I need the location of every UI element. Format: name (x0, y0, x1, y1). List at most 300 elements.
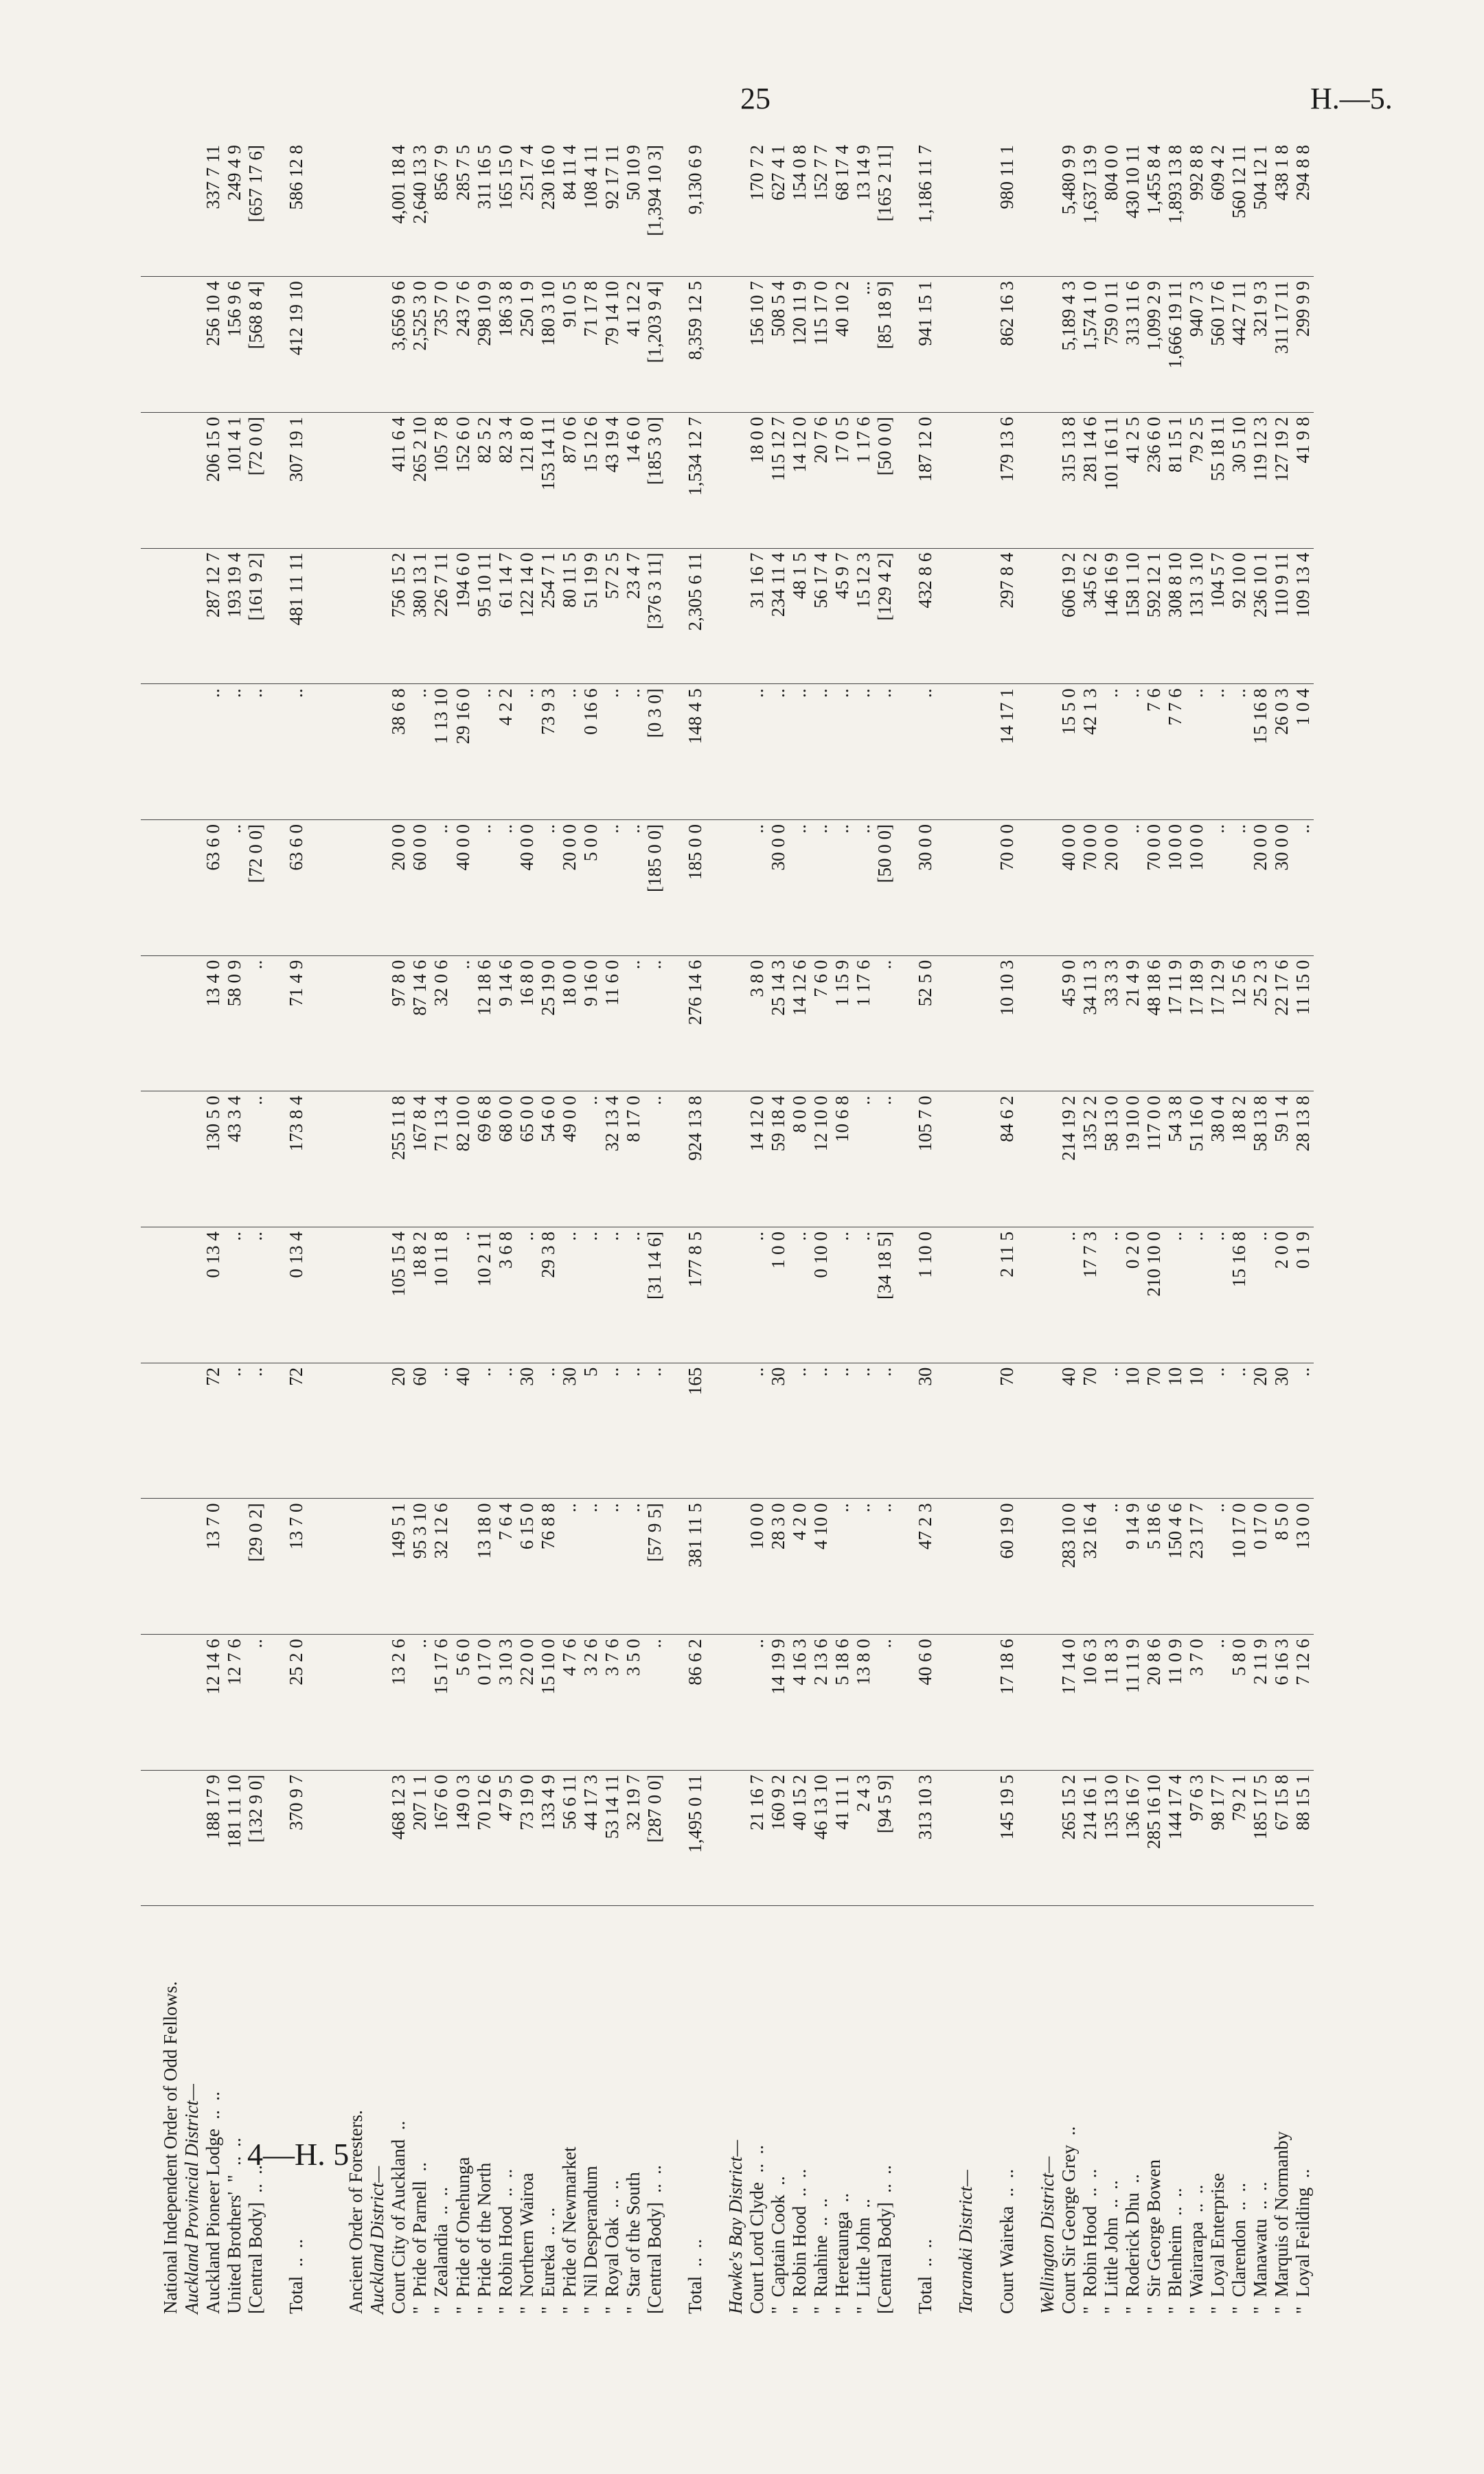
table-cell: 65 0 0 (516, 1091, 538, 1227)
table-cell: 179 13 6 (977, 412, 1037, 548)
table-cell: 13 7 0 (203, 1499, 224, 1635)
table-cell (181, 412, 203, 548)
table-cell: 1 13 10 (431, 684, 452, 820)
table-cell: 10 0 0 (1186, 820, 1207, 956)
table-cell (367, 684, 388, 820)
table-cell: .. (644, 1635, 665, 1771)
table-cell: 180 3 10 (538, 277, 559, 413)
table-cell: 40 10 2 (832, 277, 853, 413)
table-cell: 287 12 7 (203, 548, 224, 684)
table-cell: 71 17 8 (580, 277, 602, 413)
table-row (644, 141, 665, 2318)
table-cell: 294 8 8 (1292, 141, 1314, 277)
table-cell: 97 8 0 (388, 955, 409, 1091)
table-cell: 135 2 2 (1080, 1091, 1101, 1227)
row-label: [Central Body] .. .. (643, 2165, 665, 2314)
table-cell: 5 18 6 (1143, 1499, 1165, 1635)
table-cell: 15 16 8 (1250, 684, 1271, 820)
table-cell (955, 141, 977, 277)
table-cell: 381 11 5 (665, 1499, 725, 1635)
table-cell: 980 11 1 (977, 141, 1037, 277)
row-label: Hawke's Bay District— (725, 2140, 746, 2314)
table-cell: 146 16 9 (1101, 548, 1122, 684)
row-label: " Pride of the North (473, 2162, 494, 2314)
table-row (1037, 141, 1058, 2318)
table-cell: 5 8 0 (1229, 1635, 1250, 1771)
table-cell: 43 3 4 (224, 1091, 245, 1227)
table-cell (1037, 548, 1058, 684)
table-cell: 10 11 8 (431, 1227, 452, 1363)
table-row (810, 141, 832, 2318)
table-cell: 6 15 0 (516, 1499, 538, 1635)
table-cell (453, 1499, 474, 1635)
table-cell: 10 2 11 (474, 1227, 495, 1363)
row-label: " Zealandia .. .. (431, 2187, 452, 2314)
table-cell: 73 9 3 (538, 684, 559, 820)
table-cell: .. (602, 1363, 623, 1499)
table-cell: 17 11 9 (1165, 955, 1186, 1091)
table-cell: 40 (1058, 1363, 1080, 1499)
table-cell: 45 9 7 (832, 548, 853, 684)
table-cell: 60 19 0 (977, 1499, 1037, 1635)
table-row (746, 141, 768, 2318)
table-cell: 2,305 6 11 (665, 548, 725, 684)
table-cell: 70 0 0 (977, 820, 1037, 956)
table-cell: .. (623, 1499, 644, 1635)
table-cell: 72 (266, 1363, 326, 1499)
table-cell (1037, 1499, 1058, 1635)
table-cell: 54 6 0 (538, 1091, 559, 1227)
table-row (955, 141, 977, 2318)
table-cell: 299 9 9 (1292, 277, 1314, 413)
table-cell: 145 19 5 (977, 1770, 1037, 1906)
table-cell: 226 7 11 (431, 548, 452, 684)
table-cell (326, 1227, 367, 1363)
row-label: " Royal Oak .. .. (601, 2180, 622, 2314)
table-cell: .. (1101, 1363, 1122, 1499)
table-cell: 0 10 0 (810, 1227, 832, 1363)
table-cell: 804 0 0 (1101, 141, 1122, 277)
table-cell: 285 7 5 (453, 141, 474, 277)
table-cell: .. (623, 1363, 644, 1499)
table-cell (725, 820, 746, 956)
table-cell (181, 277, 203, 413)
table-cell: 313 11 6 (1122, 277, 1143, 413)
table-cell: [185 0 0] (644, 820, 665, 956)
table-cell: 76 8 8 (538, 1499, 559, 1635)
table-cell (367, 277, 388, 413)
table-cell: .. (409, 684, 431, 820)
table-cell: .. (746, 1363, 768, 1499)
table-row (1080, 141, 1101, 2318)
table-cell: 23 4 7 (623, 548, 644, 684)
table-cell: .. (1101, 1499, 1122, 1635)
table-cell: .. (516, 1227, 538, 1363)
table-cell: 194 6 0 (453, 548, 474, 684)
table-cell (1037, 820, 1058, 956)
table-row (203, 141, 224, 2318)
table-cell: 586 12 8 (266, 141, 326, 277)
table-cell (141, 141, 181, 277)
table-cell: 10 (1122, 1363, 1143, 1499)
table-cell: 4 16 3 (789, 1635, 810, 1771)
table-cell: 5,480 9 9 (1058, 141, 1080, 277)
table-cell (1037, 1770, 1058, 1906)
table-cell: 60 (409, 1363, 431, 1499)
table-cell: 69 6 8 (474, 1091, 495, 1227)
table-cell: 627 4 1 (768, 141, 789, 277)
table-cell: 46 13 10 (810, 1770, 832, 1906)
table-cell: 160 9 2 (768, 1770, 789, 1906)
table-cell: 40 15 2 (789, 1770, 810, 1906)
table-cell: .. (746, 684, 768, 820)
table-cell: [376 3 11] (644, 548, 665, 684)
table-cell: 15 12 6 (580, 412, 602, 548)
table-cell: 14 6 0 (623, 412, 644, 548)
table-cell: .. (409, 1635, 431, 1771)
table-cell: 8 5 0 (1271, 1499, 1292, 1635)
table-cell (725, 1091, 746, 1227)
table-cell (141, 1227, 181, 1363)
table-cell: 193 19 4 (224, 548, 245, 684)
table-cell: .. (874, 684, 895, 820)
table-cell: 2 11 5 (977, 1227, 1037, 1363)
table-cell: .. (1229, 684, 1250, 820)
table-cell: 432 8 6 (895, 548, 955, 684)
table-cell (1037, 955, 1058, 1091)
table-row (409, 141, 431, 2318)
table-row (1250, 141, 1271, 2318)
table-cell: 13 0 0 (1292, 1499, 1314, 1635)
table-cell: 1 0 4 (1292, 684, 1314, 820)
table-cell: 25 19 0 (538, 955, 559, 1091)
table-cell: .. (1207, 684, 1229, 820)
table-cell: 20 0 0 (1101, 820, 1122, 956)
table-cell: [657 17 6] (245, 141, 266, 277)
table-cell: .. (853, 1499, 874, 1635)
table-cell: 14 19 9 (768, 1635, 789, 1771)
table-cell: 105 15 4 (388, 1227, 409, 1363)
table-cell: 31 16 7 (746, 548, 768, 684)
table-cell: .. (266, 684, 326, 820)
table-cell: .. (559, 1499, 580, 1635)
table-cell (181, 1363, 203, 1499)
table-cell: 32 13 4 (602, 1091, 623, 1227)
table-cell: 15 5 0 (1058, 684, 1080, 820)
table-cell (326, 955, 367, 1091)
table-cell: 58 0 9 (224, 955, 245, 1091)
table-cell (1037, 1635, 1058, 1771)
table-cell: .. (789, 1363, 810, 1499)
table-cell (326, 548, 367, 684)
table-cell: 11 11 9 (1122, 1635, 1143, 1771)
table-cell: 11 8 3 (1101, 1635, 1122, 1771)
table-cell: 251 7 4 (516, 141, 538, 277)
row-label: " Sir George Bowen (1143, 2159, 1164, 2314)
table-cell: 236 6 0 (1143, 412, 1165, 548)
table-cell: 3,656 9 6 (388, 277, 409, 413)
table-row (768, 141, 789, 2318)
table-cell (955, 684, 977, 820)
table-cell: [85 18 9] (874, 277, 895, 413)
table-cell: .. (1292, 820, 1314, 956)
table-cell: 70 12 6 (474, 1770, 495, 1906)
table-cell: 2 0 0 (1271, 1227, 1292, 1363)
table-cell: .. (874, 955, 895, 1091)
table-cell: 148 4 5 (665, 684, 725, 820)
table-cell (181, 1499, 203, 1635)
table-cell: 370 9 7 (266, 1770, 326, 1906)
row-label: " Roderick Dhu .. (1121, 2174, 1143, 2314)
table-cell: 154 0 8 (789, 141, 810, 277)
table-cell (326, 1499, 367, 1635)
table-cell: .. (1165, 1227, 1186, 1363)
table-cell: 19 10 0 (1122, 1091, 1143, 1227)
table-cell (141, 684, 181, 820)
table-cell: 2 13 6 (810, 1635, 832, 1771)
table-cell (141, 1770, 181, 1906)
table-cell: 17 18 6 (977, 1635, 1037, 1771)
table-cell: 11 6 0 (602, 955, 623, 1091)
table-cell (725, 548, 746, 684)
table-row (181, 141, 203, 2318)
table-cell: 95 10 11 (474, 548, 495, 684)
row-label: " Heretaunga .. (832, 2193, 853, 2314)
table-cell: 18 0 0 (746, 412, 768, 548)
table-cell (326, 684, 367, 820)
table-cell: 45 9 0 (1058, 955, 1080, 1091)
table-cell: 13 2 6 (388, 1635, 409, 1771)
table-cell: 49 0 0 (559, 1091, 580, 1227)
table-cell (1037, 277, 1058, 413)
table-cell: 0 17 0 (1250, 1499, 1271, 1635)
table-cell: 33 3 3 (1101, 955, 1122, 1091)
row-label: " Pride of Parnell .. (409, 2162, 431, 2314)
table-row (388, 141, 409, 2318)
table-cell (955, 820, 977, 956)
table-cell: .. (580, 1499, 602, 1635)
table-cell: .. (1229, 820, 1250, 956)
table-cell: 3 2 6 (580, 1635, 602, 1771)
table-row (559, 141, 580, 2318)
table-cell: 17 14 0 (1058, 1635, 1080, 1771)
table-cell: 135 13 0 (1101, 1770, 1122, 1906)
table-cell: 298 10 9 (474, 277, 495, 413)
table-cell: 255 11 8 (388, 1091, 409, 1227)
row-label: " Wairarapa .. .. (1185, 2184, 1207, 2314)
table-cell: 30 (516, 1363, 538, 1499)
table-cell: 25 2 0 (266, 1635, 326, 1771)
table-cell: 82 10 0 (453, 1091, 474, 1227)
table-cell (725, 1363, 746, 1499)
table-cell: 30 (559, 1363, 580, 1499)
table-cell: 214 16 1 (1080, 1770, 1101, 1906)
table-cell: 50 10 9 (623, 141, 644, 277)
table-cell: .. (874, 1091, 895, 1227)
table-cell: .. (623, 684, 644, 820)
table-cell: 17 0 5 (832, 412, 853, 548)
table-body (141, 141, 1314, 2318)
table-cell: .. (810, 820, 832, 956)
table-cell: .. (623, 1227, 644, 1363)
row-label: [Central Body] .. .. (874, 2165, 895, 2314)
table-cell: 72 (203, 1363, 224, 1499)
table-cell (367, 548, 388, 684)
row-label: Auckland Pioneer Lodge .. .. (203, 2091, 224, 2314)
table-cell: .. (203, 684, 224, 820)
table-cell: 115 17 0 (810, 277, 832, 413)
table-cell (141, 1499, 181, 1635)
table-cell: .. (746, 1227, 768, 1363)
table-cell: 30 (768, 1363, 789, 1499)
row-label: " Loyal Enterprise (1207, 2172, 1228, 2314)
table-cell: 4,001 18 4 (388, 141, 409, 277)
table-cell (955, 1499, 977, 1635)
table-cell: .. (853, 684, 874, 820)
table-cell (367, 1227, 388, 1363)
table-cell: 80 11 5 (559, 548, 580, 684)
table-cell: 1,574 1 0 (1080, 277, 1101, 413)
table-cell: 560 12 11 (1229, 141, 1250, 277)
table-cell: 16 8 0 (516, 955, 538, 1091)
table-cell: 1,186 11 7 (895, 141, 955, 277)
table-cell: .. (431, 1363, 452, 1499)
table-cell: .. (832, 684, 853, 820)
table-cell: 8,359 12 5 (665, 277, 725, 413)
table-cell (725, 684, 746, 820)
table-cell: 1 0 0 (768, 1227, 789, 1363)
table-row (665, 141, 725, 2318)
table-cell: 181 11 10 (224, 1770, 245, 1906)
row-label: [Central Body] .. .. (245, 2165, 266, 2314)
table-cell: 47 9 5 (495, 1770, 516, 1906)
table-cell: 152 7 7 (810, 141, 832, 277)
table-cell: 131 3 10 (1186, 548, 1207, 684)
table-cell: 7 6 0 (810, 955, 832, 1091)
table-cell: 1,637 13 9 (1080, 141, 1101, 277)
table-cell: 285 16 10 (1143, 1770, 1165, 1906)
table-cell: 82 3 4 (495, 412, 516, 548)
row-label: Taranaki District— (955, 2170, 977, 2314)
table-cell: 7 6 4 (495, 1499, 516, 1635)
table-cell: 32 19 7 (623, 1770, 644, 1906)
row-label: " Blenheim .. .. (1164, 2188, 1185, 2314)
table-cell: 41 12 2 (623, 277, 644, 413)
table-cell: .. (853, 1091, 874, 1227)
row-label: Court Waireka .. .. (996, 2168, 1017, 2314)
table-cell: .. (1292, 1363, 1314, 1499)
table-cell: 11 15 0 (1292, 955, 1314, 1091)
table-cell: .. (474, 820, 495, 956)
table-cell: .. (431, 820, 452, 956)
table-cell: 67 15 8 (1271, 1770, 1292, 1906)
table-cell: 1,666 19 11 (1165, 277, 1186, 413)
table-cell: 79 2 1 (1229, 1770, 1250, 1906)
table-cell: .. (453, 1227, 474, 1363)
table-cell: .. (1207, 1363, 1229, 1499)
table-cell: 56 6 11 (559, 1770, 580, 1906)
table-row (266, 141, 326, 2318)
table-cell: 130 5 0 (203, 1091, 224, 1227)
table-cell (367, 955, 388, 1091)
table-cell: 504 12 1 (1250, 141, 1271, 277)
table-cell: 3 6 8 (495, 1227, 516, 1363)
table-cell: 468 12 3 (388, 1770, 409, 1906)
table-cell: 856 7 9 (431, 141, 452, 277)
table-row (1292, 141, 1314, 2318)
table-cell: .. (1122, 820, 1143, 956)
table-cell: .. (580, 1091, 602, 1227)
row-label: " Robin Hood .. .. (789, 2168, 810, 2314)
table-cell: [1,203 9 4] (644, 277, 665, 413)
table-cell: 13 18 0 (474, 1499, 495, 1635)
table-cell: 115 12 7 (768, 412, 789, 548)
table-cell: 1,893 13 8 (1165, 141, 1186, 277)
table-cell: 70 (1143, 1363, 1165, 1499)
table-cell: .. (245, 1363, 266, 1499)
table-cell: .. (644, 955, 665, 1091)
table-cell: [132 9 0] (245, 1770, 266, 1906)
table-cell: 18 8 2 (1229, 1091, 1250, 1227)
table-cell (141, 1363, 181, 1499)
table-cell: .. (245, 955, 266, 1091)
table-cell: 98 17 7 (1207, 1770, 1229, 1906)
table-cell: 40 0 0 (453, 820, 474, 956)
table-cell: 92 17 11 (602, 141, 623, 277)
table-cell: 26 0 3 (1271, 684, 1292, 820)
table-cell (367, 1091, 388, 1227)
table-cell: 438 1 8 (1271, 141, 1292, 277)
table-cell: 21 4 9 (1122, 955, 1143, 1091)
table-cell: .. (495, 1363, 516, 1499)
table-cell: 79 14 10 (602, 277, 623, 413)
table-cell: 10 0 0 (1165, 820, 1186, 956)
table-cell: 7 6 (1143, 684, 1165, 820)
table-cell: 380 13 1 (409, 548, 431, 684)
table-row (789, 141, 810, 2318)
table-cell (141, 277, 181, 413)
table-cell: 560 17 6 (1207, 277, 1229, 413)
table-cell: .. (874, 1499, 895, 1635)
table-cell: 25 14 3 (768, 955, 789, 1091)
table-cell: 40 6 0 (895, 1635, 955, 1771)
table-cell: .. (1229, 1363, 1250, 1499)
table-cell: .. (1207, 1635, 1229, 1771)
table-cell: .. (768, 684, 789, 820)
table-cell (725, 955, 746, 1091)
table-cell: 0 1 9 (1292, 1227, 1314, 1363)
table-cell: 97 6 3 (1186, 1770, 1207, 1906)
table-cell: 149 5 1 (388, 1499, 409, 1635)
table-cell: 63 6 0 (266, 820, 326, 956)
table-cell: 165 15 0 (495, 141, 516, 277)
row-label: " Manawatu .. .. (1250, 2181, 1271, 2314)
table-cell: 924 13 8 (665, 1091, 725, 1227)
table-cell: 234 11 4 (768, 548, 789, 684)
table-cell: 120 11 9 (789, 277, 810, 413)
row-label: United Brothers' " .. .. (224, 2137, 245, 2314)
row-label: Total .. .. (915, 2238, 936, 2314)
table-row (1207, 141, 1229, 2318)
table-cell: 1,455 8 4 (1143, 141, 1165, 277)
table-cell: 940 7 3 (1186, 277, 1207, 413)
table-cell: 0 2 0 (1122, 1227, 1143, 1363)
row-label: National Independent Order of Odd Fellows. (160, 1981, 181, 2314)
table-cell: 230 16 0 (538, 141, 559, 277)
table-cell: [1,394 10 3] (644, 141, 665, 277)
table-cell: 321 9 3 (1250, 277, 1271, 413)
table-cell: 412 19 10 (266, 277, 326, 413)
